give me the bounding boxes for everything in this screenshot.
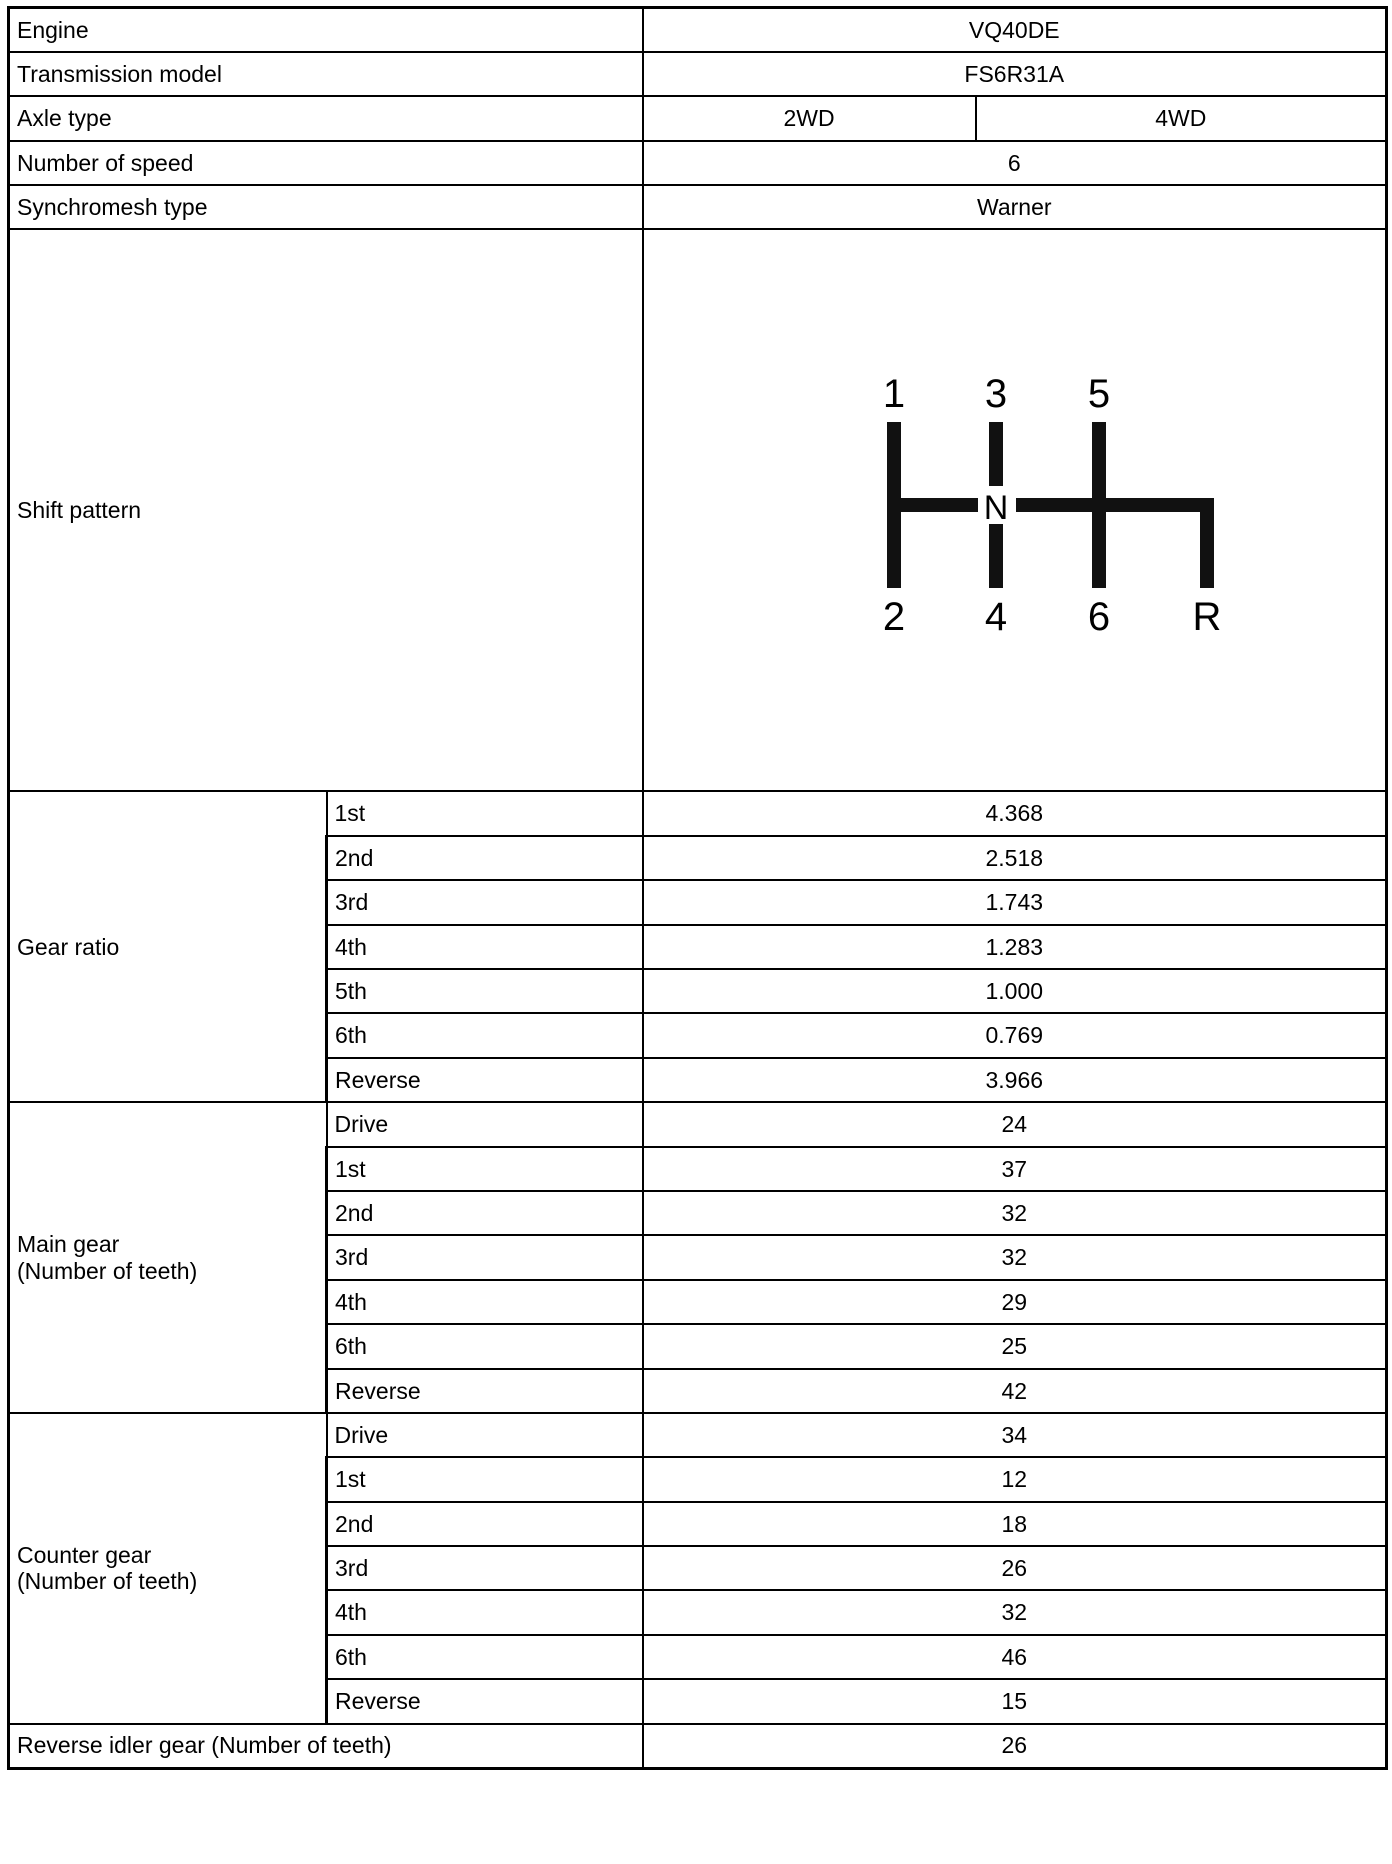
counter-gear-value: 32 (643, 1590, 1387, 1634)
counter-gear-value: 46 (643, 1635, 1387, 1679)
transmission-row (9, 52, 1387, 96)
main-gear-gear: 6th (327, 1324, 643, 1368)
counter-gear-label-line2: (Number of teeth) (17, 1568, 198, 1595)
reverse-idler-value: 26 (643, 1724, 1387, 1768)
speeds-label: Number of speed (9, 141, 643, 185)
gear-ratio-value: 3.966 (643, 1058, 1387, 1102)
main-gear-gear: 1st (327, 1147, 643, 1191)
gear-ratio-value: 2.518 (643, 836, 1387, 880)
gear-ratio-value: 0.769 (643, 1013, 1387, 1057)
gear-ratio-value: 1.283 (643, 925, 1387, 969)
main-gear-value: 24 (643, 1102, 1387, 1146)
synchro-label: Synchromesh type (9, 185, 643, 229)
counter-gear-gear: 6th (327, 1635, 643, 1679)
counter-gear-gear: 2nd (327, 1502, 643, 1546)
engine-row (9, 8, 1387, 52)
counter-gear-label-line1: Counter gear (17, 1541, 152, 1568)
shift-crossbar-left (887, 498, 979, 512)
transmission-spec-table (7, 6, 1388, 1770)
gear-ratio-gear: 5th (327, 969, 643, 1013)
gear-ratio-gear: 2nd (327, 836, 643, 880)
counter-gear-label (9, 1413, 327, 1724)
axle-value-4wd: 4WD (976, 96, 1387, 140)
gear-ratio-gear: 4th (327, 925, 643, 969)
main-gear-value: 32 (643, 1191, 1387, 1235)
gear-label-5: 5 (1088, 372, 1111, 417)
gear-label-6: 6 (1088, 595, 1111, 640)
main-gear-label-line2: (Number of teeth) (17, 1257, 198, 1284)
axle-label: Axle type (9, 96, 643, 140)
synchro-value: Warner (643, 185, 1387, 229)
main-gear-gear: Reverse (327, 1369, 643, 1413)
gear-ratio-gear: 3rd (327, 880, 643, 924)
counter-gear-value: 12 (643, 1457, 1387, 1501)
shift-pattern-label: Shift pattern (9, 229, 643, 791)
neutral-label: N (983, 489, 1009, 528)
gear-ratio-value: 4.368 (643, 791, 1387, 835)
main-gear-value: 29 (643, 1280, 1387, 1324)
gear-label-1: 1 (883, 372, 906, 417)
reverse-idler-row (9, 1724, 1387, 1768)
main-gear-label-line1: Main gear (17, 1231, 120, 1258)
main-gear-gear: 4th (327, 1280, 643, 1324)
axle-row (9, 96, 1387, 140)
counter-gear-value: 15 (643, 1679, 1387, 1723)
main-gear-value: 42 (643, 1369, 1387, 1413)
counter-gear-gear: Reverse (327, 1679, 643, 1723)
main-gear-value: 25 (643, 1324, 1387, 1368)
main-gear-gear: Drive (327, 1102, 643, 1146)
gear-ratio-label: Gear ratio (9, 791, 327, 1102)
speeds-value: 6 (643, 141, 1387, 185)
counter-gear-value: 34 (643, 1413, 1387, 1457)
main-gear-gear: 2nd (327, 1191, 643, 1235)
counter-gear-gear: Drive (327, 1413, 643, 1457)
gear-label-4: 4 (985, 595, 1008, 640)
gear-label-2: 2 (883, 595, 906, 640)
engine-label: Engine (9, 8, 643, 52)
shift-pattern-cell (643, 229, 1387, 791)
shift-gate-reverse (1200, 498, 1214, 588)
shift-pattern-diagram (804, 360, 1224, 660)
counter-gear-value: 18 (643, 1502, 1387, 1546)
speeds-row (9, 141, 1387, 185)
main-gear-row (9, 1102, 1387, 1146)
counter-gear-gear: 1st (327, 1457, 643, 1501)
engine-value: VQ40DE (643, 8, 1387, 52)
counter-gear-value: 26 (643, 1546, 1387, 1590)
gear-ratio-gear: Reverse (327, 1058, 643, 1102)
transmission-value: FS6R31A (643, 52, 1387, 96)
counter-gear-gear: 3rd (327, 1546, 643, 1590)
axle-value-2wd: 2WD (643, 96, 976, 140)
shift-crossbar-right (1016, 498, 1214, 512)
main-gear-gear: 3rd (327, 1235, 643, 1279)
transmission-label: Transmission model (9, 52, 643, 96)
gear-ratio-row (9, 791, 1387, 835)
reverse-idler-label: Reverse idler gear (Number of teeth) (9, 1724, 643, 1768)
counter-gear-row (9, 1413, 1387, 1457)
gear-ratio-gear: 6th (327, 1013, 643, 1057)
main-gear-value: 32 (643, 1235, 1387, 1279)
counter-gear-gear: 4th (327, 1590, 643, 1634)
shift-pattern-row (9, 229, 1387, 791)
main-gear-value: 37 (643, 1147, 1387, 1191)
gear-ratio-gear: 1st (327, 791, 643, 835)
main-gear-label (9, 1102, 327, 1413)
gear-label-reverse: R (1192, 595, 1222, 640)
gear-label-3: 3 (985, 372, 1008, 417)
gear-ratio-value: 1.000 (643, 969, 1387, 1013)
synchro-row (9, 185, 1387, 229)
spec-sheet (7, 6, 1385, 1858)
gear-ratio-value: 1.743 (643, 880, 1387, 924)
